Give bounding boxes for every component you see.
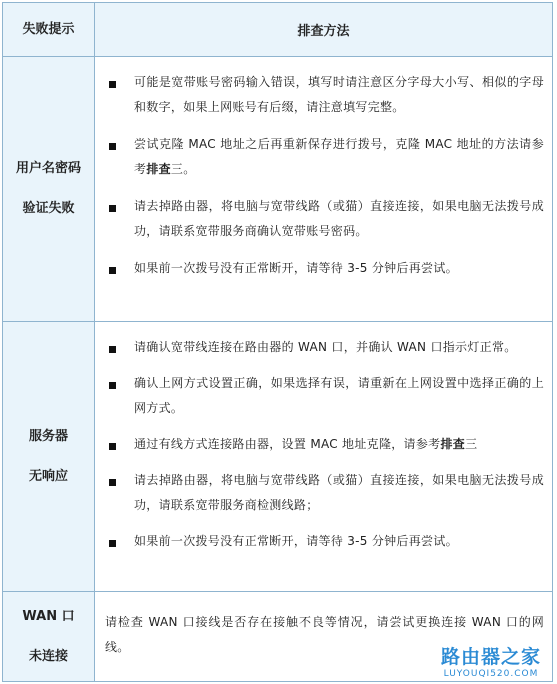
watermark-en-text: LUYOUQI520.COM — [443, 669, 539, 679]
row-label-line2: 验证失败 — [22, 201, 75, 216]
table-row — [3, 321, 552, 591]
list-item-text: 请去掉路由器，将电脑与宽带线路（或猫）直接连接，如果电脑无法拨号成功，请联系宽带服务商确认宽带账号密码。 — [134, 199, 544, 238]
row-label-server-no-response — [3, 322, 95, 591]
list-item-bold-ref: 排查 — [440, 437, 466, 451]
list-item-text-part: 尝试克隆 MAC 地址之后再重新保存进行拨号，克隆 MAC 地址的方法请参考 — [134, 137, 544, 176]
list-item — [105, 76, 544, 120]
row-methods — [95, 57, 552, 321]
list-item — [105, 200, 544, 244]
header-col1-label: 失败提示 — [22, 21, 75, 37]
list-item — [105, 377, 544, 421]
row-label-line1: 用户名密码 — [15, 161, 81, 176]
list-item-text: 可能是宽带账号密码输入错误，填写时请注意区分字母大小写、相似的字母和数字，如果上网账号有后缀，请注意填写完整。 — [134, 75, 544, 114]
list-item-text: 如果前一次拨号没有正常断开，请等待 3-5 分钟后再尝试。 — [134, 534, 458, 548]
header-col2-label: 排查方法 — [297, 24, 350, 39]
list-item-text: 请确认宽带线连接在路由器的 WAN 口，并确认 WAN 口指示灯正常。 — [134, 340, 517, 354]
row-label-line1: 服务器 — [28, 428, 68, 444]
bullet-square-icon — [109, 205, 116, 212]
row-label-wan-not-connected — [3, 592, 95, 681]
table-header-row — [3, 3, 552, 56]
list-item-text-part: 三 — [465, 437, 478, 451]
bullet-square-icon — [109, 143, 116, 150]
list-item — [105, 474, 544, 518]
list-item — [105, 438, 544, 457]
bullet-square-icon — [109, 540, 116, 547]
list-item — [105, 138, 544, 182]
list-item — [105, 535, 544, 554]
row-methods — [95, 322, 552, 591]
list-item-text: 如果前一次拨号没有正常断开，请等待 3-5 分钟后再尝试。 — [134, 261, 458, 275]
bullet-square-icon — [109, 346, 116, 353]
header-failure-prompt — [3, 3, 95, 56]
header-troubleshoot-method — [95, 3, 552, 56]
list-item-bold-ref: 排查 — [146, 162, 171, 176]
list-item-text: 请去掉路由器，将电脑与宽带线路（或猫）直接连接，如果电脑无法拨号成功，请联系宽带服务商检测线路； — [134, 473, 544, 512]
method-text: 请检查 WAN 口接线是否存在接触不良等情况，请尝试更换连接 WAN 口的网线。 — [105, 615, 544, 654]
row-label-line2: 未连接 — [28, 648, 68, 664]
troubleshooting-table — [2, 2, 553, 682]
list-item — [105, 262, 544, 281]
list-item-text-part: 三。 — [170, 162, 196, 176]
bullet-square-icon — [109, 81, 116, 88]
row-label-line2: 无响应 — [28, 468, 68, 484]
list-item-text — [134, 432, 544, 457]
site-watermark-logo — [431, 646, 551, 680]
table-row — [3, 56, 552, 321]
bullet-square-icon — [109, 479, 116, 486]
bullet-square-icon — [109, 443, 116, 450]
bullet-square-icon — [109, 382, 116, 389]
bullet-square-icon — [109, 267, 116, 274]
row-label-auth-failed — [3, 57, 95, 321]
list-item-text — [134, 132, 544, 182]
watermark-cn-text: 路由器之家 — [440, 646, 541, 668]
list-item-text: 确认上网方式设置正确，如果选择有误，请重新在上网设置中选择正确的上网方式。 — [134, 376, 544, 415]
list-item — [105, 341, 544, 360]
row-label-line1: WAN 口 — [22, 608, 75, 624]
list-item-text-part: 通过有线方式连接路由器，设置 MAC 地址克隆，请参考 — [134, 437, 441, 451]
